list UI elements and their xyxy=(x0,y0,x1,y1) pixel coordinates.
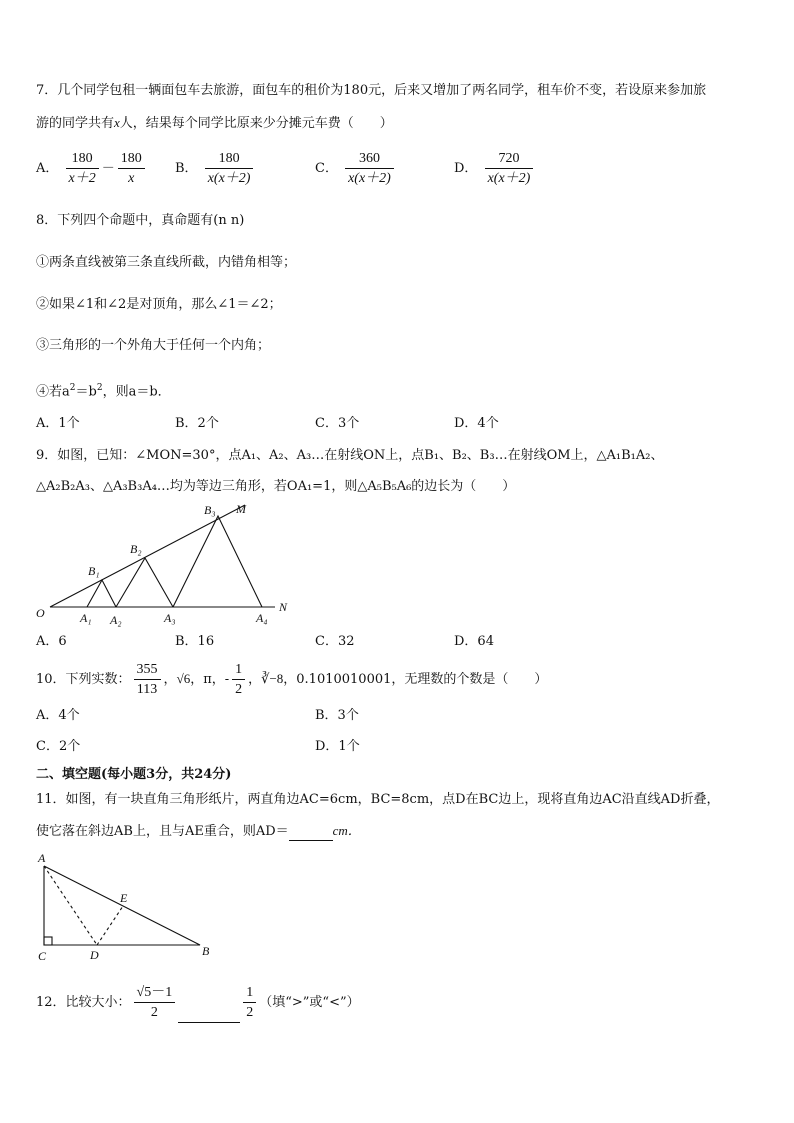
frac-numerator: 180 xyxy=(205,150,254,169)
q12-frac-right xyxy=(243,984,256,1021)
q11-line1: 11．如图，有一块直角三角形纸片，两直角边AC=6cm，BC=8cm，点D在BC边上，现将直角边AC沿直线AD折叠， xyxy=(36,792,720,807)
q7-var-x: x xyxy=(114,115,120,130)
triangle-acb xyxy=(44,866,200,945)
q8-statement-3: ③三角形的一个外角大于任何一个内角； xyxy=(36,338,271,353)
frac-numerator: 1 xyxy=(243,984,256,1003)
q10-rest2: ，0.1010010001，无理数的个数是（ ） xyxy=(283,672,548,687)
answer-blank xyxy=(178,1000,240,1023)
q9-figure xyxy=(30,500,300,630)
q9-option-a: A．6 xyxy=(36,634,67,649)
label-n: N xyxy=(279,600,288,614)
q11-line2-b: cm． xyxy=(332,823,361,838)
q7-option-d-label: D． xyxy=(454,161,478,176)
label-b1: B₁ xyxy=(88,564,100,578)
answer-blank xyxy=(289,822,333,841)
q7-option-c-frac xyxy=(345,150,394,187)
label-a1: A₁ xyxy=(80,611,92,625)
q8-s4-part-a: ④若a xyxy=(36,384,70,400)
frac-denominator: x(x＋2) xyxy=(207,171,251,186)
q7-option-d-frac xyxy=(485,150,534,187)
frac-denominator: 2 xyxy=(246,1005,254,1020)
q9-line1: 9．如图，已知：∠MON=30°，点A₁、A₂、A₃…在射线ON上，点B₁、B₂、B₃…在射线OM上，△A₁B₁A₂、 xyxy=(36,448,664,463)
q7-option-b-frac xyxy=(205,150,254,187)
fold-line-ad xyxy=(44,866,97,945)
frac-numerator: 355 xyxy=(134,661,161,680)
frac-numerator: √5－1 xyxy=(134,984,176,1003)
segment-de xyxy=(97,906,123,945)
q8-option-d: D．4个 xyxy=(454,416,499,431)
q8-option-c: C．3个 xyxy=(315,416,360,431)
q7-line2 xyxy=(36,114,393,133)
q10-option-c: C．2个 xyxy=(36,739,81,754)
q7-option-c xyxy=(315,150,397,187)
q7-option-a xyxy=(36,150,148,187)
section-title: 二、填空题(每小题3分，共24分) xyxy=(36,767,232,782)
q10-option-a: A．4个 xyxy=(36,708,80,723)
label-c: C xyxy=(38,949,47,963)
q10-frac-half xyxy=(232,661,245,698)
q8-option-b: B．2个 xyxy=(175,416,219,431)
q10-frac-355-113 xyxy=(134,661,161,698)
q10-stem xyxy=(36,660,547,699)
q8-stem: 8．下列四个命题中，真命题有(n n) xyxy=(36,213,245,228)
label-m: M xyxy=(236,502,246,516)
label-d: D xyxy=(90,948,99,962)
q8-s4-part-c: ，则a＝b． xyxy=(102,384,171,400)
minus-sign: － xyxy=(101,161,115,176)
label-a2: A₂ xyxy=(110,613,122,627)
q8-s4-part-b: ＝b xyxy=(75,384,97,400)
label-b3: B₃ xyxy=(204,503,216,517)
label-a: A xyxy=(38,851,46,865)
q11-figure xyxy=(30,848,220,963)
q10-stem-a: 10．下列实数： xyxy=(36,672,131,687)
q8-statement-1: ①两条直线被第三条直线所截，内错角相等； xyxy=(36,255,297,270)
q10-sep1: ， xyxy=(163,672,177,687)
q8-s4-sup2: 2 xyxy=(96,383,103,393)
q7-option-c-label: C． xyxy=(315,161,338,176)
right-angle-mark xyxy=(44,937,52,945)
q8-option-a: A．1个 xyxy=(36,416,80,431)
q10-option-b: B．3个 xyxy=(315,708,359,723)
frac-denominator: x(x＋2) xyxy=(487,171,531,186)
frac-denominator: 2 xyxy=(235,682,243,697)
q11-line2 xyxy=(36,822,361,841)
q7-option-b-label: B． xyxy=(175,161,198,176)
q8-statement-2: ②如果∠1和∠2是对顶角，那么∠1＝∠2； xyxy=(36,297,282,312)
q10-rest1: ，π，- xyxy=(190,672,230,687)
q11-line2-a: 使它落在斜边AB上，且与AE重合，则AD＝ xyxy=(36,824,289,839)
label-b2: B₂ xyxy=(130,542,142,556)
frac-numerator: 720 xyxy=(485,150,534,169)
q9-line2: △A₂B₂A₃、△A₃B₃A₄…均为等边三角形，若OA₁=1，则△A₅B₅A₆的边长为（ ） xyxy=(36,479,516,494)
frac-numerator: 180 xyxy=(66,150,99,169)
frac-numerator: 180 xyxy=(118,150,145,169)
q12-frac-left xyxy=(134,984,176,1021)
frac-denominator: x＋2 xyxy=(68,171,96,186)
q7-line2-b: 人，结果每个同学比原来少分摊元车费（ ） xyxy=(119,116,393,131)
q10-sqrt6: √6 xyxy=(176,671,191,686)
label-o: O xyxy=(36,606,45,620)
q7-line1: 7．几个同学包租一辆面包车去旅游，面包车的租价为180元，后来又增加了两名同学，租车价不变，若设原来参加旅 xyxy=(36,83,707,98)
q9-option-d: D．64 xyxy=(454,634,494,649)
q7-option-a-label: A． xyxy=(36,161,59,176)
q7-option-d xyxy=(454,150,536,187)
triangle-a3b3a4 xyxy=(173,516,262,607)
q12-stem xyxy=(36,983,360,1023)
q10-cbrt: ∛−8 xyxy=(261,671,284,686)
q7-option-a-frac1 xyxy=(66,150,99,187)
q7-option-b xyxy=(175,150,256,187)
frac-denominator: 2 xyxy=(150,1005,158,1020)
label-b: B xyxy=(202,944,210,958)
label-a4: A₄ xyxy=(256,611,268,625)
frac-denominator: x(x＋2) xyxy=(348,171,391,186)
frac-denominator: x xyxy=(128,171,135,186)
frac-numerator: 360 xyxy=(345,150,394,169)
q10-sep2: ， xyxy=(248,672,262,687)
q12-hint: （填“>”或“<”） xyxy=(259,995,360,1010)
frac-denominator: 113 xyxy=(136,682,158,697)
q9-option-b: B．16 xyxy=(175,634,215,649)
label-a3: A₃ xyxy=(164,611,176,625)
frac-numerator: 1 xyxy=(232,661,245,680)
q7-line2-a: 游的同学共有 xyxy=(36,116,115,131)
q10-option-d: D．1个 xyxy=(315,739,360,754)
triangle-a1b1a2 xyxy=(87,580,116,607)
q9-option-c: C．32 xyxy=(315,634,355,649)
q12-stem-text: 12．比较大小： xyxy=(36,995,131,1010)
q7-option-a-frac2 xyxy=(118,150,145,187)
triangle-a2b2a3 xyxy=(116,558,173,607)
label-e: E xyxy=(120,891,128,905)
q8-statement-4 xyxy=(36,379,171,401)
q8-s4-sup1: 2 xyxy=(69,383,76,393)
